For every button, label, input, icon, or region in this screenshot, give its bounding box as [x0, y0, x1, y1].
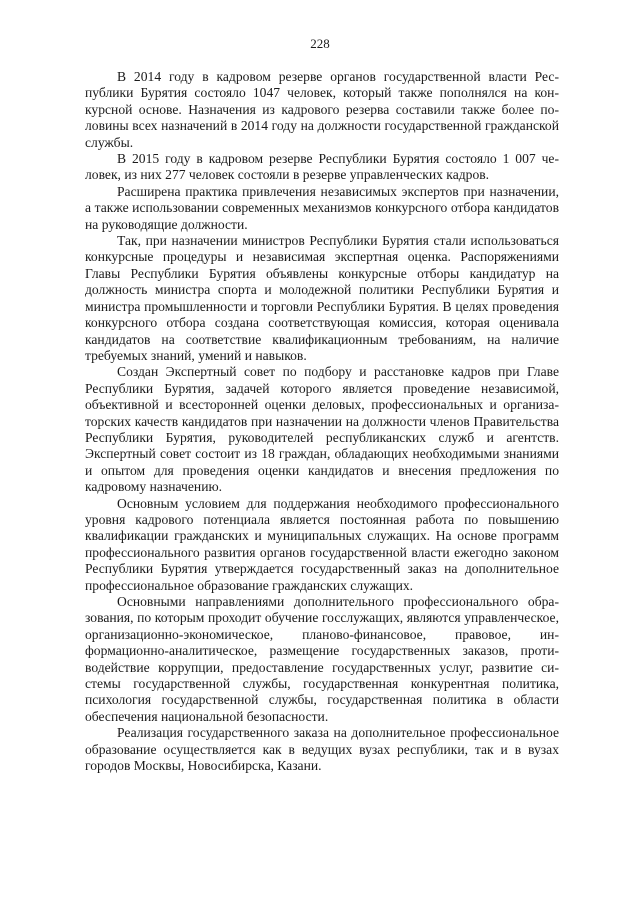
- paragraph-reserve-2014: В 2014 году в кадровом резерве органов государственной власти Республики Бурятия состояло 1047 человек, который также пополнялся на конкурсной основе. Назначения из кадрового резерва составили также более половины всех назначений в 2014 году на должности государственной гражданской службы.: [85, 69, 559, 150]
- document-body: [85, 69, 559, 774]
- paragraph-reserve-2015: В 2015 году в кадровом резерве Республики Бурятия состояло 1 007 человек, из них 277 человек состояли в резерве управленческих кадров.: [85, 151, 559, 183]
- page-number: 228: [310, 36, 330, 51]
- paragraph-training-directions: Основными направлениями дополнительного профессионального образования, по которым проходит обучение госслужащих, являются управленческое, организационно-экономическое, планово-финансовое, правовое, информационно-аналитическое, размещение государственных заказов, противодействие коррупции, предоставление государственных услуг, развитие системы государственной службы, государственная конкурентная политика, психология государственной службы, государственная политика в области обеспечения национальной безопасности.: [85, 594, 559, 724]
- paragraph-state-order: Реализация государственного заказа на дополнительное профессиональное образование осуществляется как в ведущих вузах республики, так и в вузах городов Москвы, Новосибирска, Казани.: [85, 725, 559, 774]
- paragraph-qualification: Основным условием для поддержания необходимого профессионального уровня кадрового потенциала является постоянная работа по повышению квалификации гражданских и муниципальных служащих. На основе программ профессионального развития органов государственной власти ежегодно законом Республики Бурятия утверждается государственный заказ на дополнительное профессиональное образование гражданских служащих.: [85, 495, 559, 593]
- paragraph-independent-experts: Расширена практика привлечения независимых экспертов при назначении, а также использовании современных механизмов конкурсного отбора кандидатов на руководящие должности.: [85, 183, 559, 232]
- paragraph-ministers-selection: Так, при назначении министров Республики Бурятия стали использоваться конкурсные процедуры и независимая экспертная оценка. Распоряжениями Главы Республики Бурятия объявлены конкурсные отборы кандидатур на должность министра спорта и молодежной политики Республики Бурятия и министра промышленности и торговли Республики Бурятия. В целях проведения конкурсного отбора создана соответствующая комиссия, которая оценивала кандидатов на соответствие квалификационным требованиям, на наличие требуемых знаний, умений и навыков.: [85, 233, 559, 363]
- paragraph-expert-council: Создан Экспертный совет по подбору и расстановке кадров при Главе Республики Бурятия, задачей которого является проведение независимой, объективной и всесторонней оценки деловых, профессиональных и организаторских качеств кандидатов при назначении на должности членов Правительства Республики Бурятия, руководителей республиканских служб и агентств. Экспертный совет состоит из 18 граждан, обладающих необходимыми знаниями и опытом для проведения оценки кандидатов и внесения предложения по кадровому назначению.: [85, 364, 559, 495]
